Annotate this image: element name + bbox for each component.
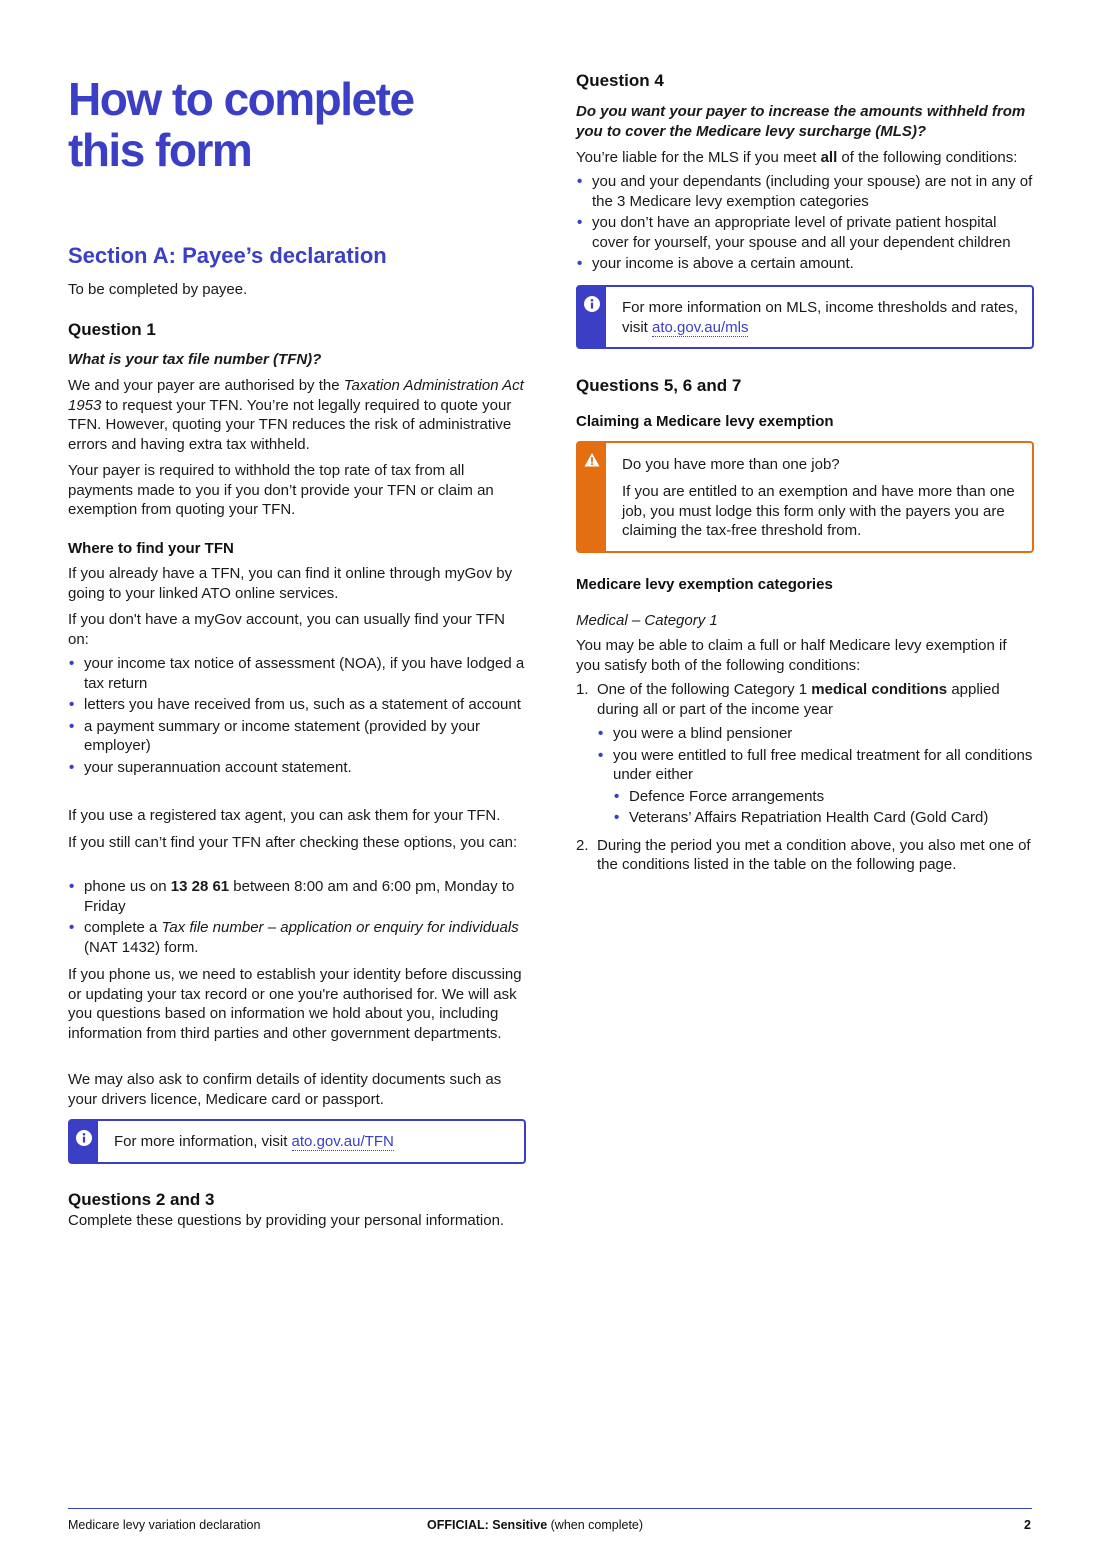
p1-pre: We and your payer are authorised by the [68, 377, 344, 394]
callout-strip [578, 287, 606, 347]
tfn-info-text [114, 1132, 512, 1152]
footer-classification [427, 1518, 643, 1533]
page-title [68, 74, 414, 176]
info-pre: For more information, visit [114, 1133, 292, 1150]
find-paragraph-1: If you already have a TFN, you can find it online through myGov by going to your linked ATO online services. [68, 565, 513, 602]
list-item: • your income is above a certain amount. [576, 254, 1034, 274]
tfn-link[interactable]: ato.gov.au/TFN [291, 1133, 394, 1150]
question-4-text: Do you want your payer to increase the amounts withheld from you to cover the Medicare levy surcharge (MLS)? [576, 103, 1026, 140]
questions-2-3-text: Complete these questions by providing your personal information. [68, 1212, 505, 1229]
phone-post: between 8:00 am and 6:00 pm, Monday to Friday [84, 878, 515, 915]
list-item [68, 918, 526, 957]
list-item: • you don’t have an appropriate level of private patient hospital cover for yourself, your spouse and all your dependent children [576, 213, 1034, 252]
n1-pre: One of the following Category 1 [597, 681, 812, 698]
find-list [68, 654, 526, 779]
tfn-info-callout [68, 1119, 526, 1164]
n1-bold: medical conditions [811, 681, 948, 698]
question-1-paragraph-1 [68, 376, 526, 454]
phone-pre: phone us on [84, 878, 171, 895]
info-icon [584, 296, 600, 312]
list-item: • a payment summary or income statement (provided by your employer) [68, 717, 526, 756]
form-name: Tax file number – application or enquiry for individuals [161, 919, 519, 936]
page-title-line1: How to complete [68, 73, 414, 125]
phone-number: 13 28 61 [170, 878, 230, 895]
info-icon [76, 1130, 92, 1146]
list-number: 2. [576, 836, 589, 854]
list-item [576, 680, 1034, 828]
identity-documents-paragraph: We may also ask to confirm details of identity documents such as your drivers licence, Medicare card or passport. [68, 1071, 502, 1108]
liable-pre: You’re liable for the MLS if you meet [576, 149, 821, 166]
question-1-text: What is your tax file number (TFN)? [68, 351, 322, 368]
mls-info-callout [576, 285, 1034, 349]
list-item [68, 877, 526, 916]
list-item: • Veterans’ Affairs Repatriation Health Card (Gold Card) [613, 808, 1034, 828]
n1-post: applied during all or part of the income year [597, 681, 1000, 718]
list-item: • you were a blind pensioner [597, 724, 1034, 744]
category-1-conditions-list [576, 680, 1034, 875]
identity-paragraph: If you phone us, we need to establish your identity before discussing or updating your tax record or one you're authorised for. We will ask you questions based on information we hold about you, including information from third parties and other government departments. [68, 966, 522, 1042]
liable-bold: all [820, 149, 838, 166]
classification-rest: (when complete) [547, 1518, 644, 1532]
section-a-heading: Section A: Payee’s declaration [68, 243, 387, 268]
contact-options-list [68, 877, 526, 959]
questions-2-3-heading: Questions 2 and 3 [68, 1190, 215, 1209]
still-cant-find-paragraph: If you still can’t find your TFN after checking these options, you can: [68, 834, 518, 851]
callout-strip [70, 1121, 98, 1162]
claiming-exemption-heading: Claiming a Medicare levy exemption [576, 413, 834, 430]
questions-5-6-7-heading: Questions 5, 6 and 7 [576, 376, 742, 395]
info-text: For more information on MLS, income thresholds and rates, visit [622, 299, 1019, 336]
complete-post: (NAT 1432) form. [84, 938, 199, 956]
classification-bold: OFFICIAL: Sensitive [427, 1518, 548, 1532]
mls-conditions-list [576, 172, 1034, 276]
arrangements-list [613, 787, 1034, 828]
more-than-one-job-callout [576, 441, 1034, 553]
question-4-heading: Question 4 [576, 71, 664, 90]
n2-text: During the period you met a condition above, you also met one of the conditions listed in the table on the following page. [597, 836, 1031, 873]
p1-post: to request your TFN. You’re not legally required to quote your TFN. However, quoting your TFN reduces the risk of administrative errors and having extra tax withheld. [68, 396, 512, 453]
list-item: • you and your dependants (including your spouse) are not in any of the 3 Medicare levy exemption categories [576, 172, 1034, 211]
tax-agent-paragraph: If you use a registered tax agent, you can ask them for your TFN. [68, 807, 501, 824]
where-to-find-heading: Where to find your TFN [68, 540, 234, 557]
warning-icon [584, 452, 600, 468]
mls-link[interactable]: ato.gov.au/mls [652, 318, 749, 336]
list-item [576, 836, 1034, 875]
warning-title: Do you have more than one job? [622, 456, 840, 473]
medical-conditions-list [597, 724, 1034, 828]
warning-text: If you are entitled to an exemption and have more than one job, you must lodge this form only with the payers you are claiming the tax-free threshold from. [622, 483, 1015, 539]
mls-liable-paragraph [576, 148, 1034, 168]
page-number: 2 [1024, 1518, 1031, 1532]
list-item: • your income tax notice of assessment (NOA), if you have lodged a tax return [68, 654, 526, 693]
section-a-intro: To be completed by payee. [68, 281, 248, 298]
footer-document-title: Medicare levy variation declaration [68, 1518, 261, 1532]
page-title-line2: this form [68, 124, 252, 176]
question-1-heading: Question 1 [68, 320, 156, 339]
exemption-categories-heading: Medicare levy exemption categories [576, 576, 833, 593]
liable-post: of the following conditions: [837, 149, 1018, 166]
callout-strip [578, 443, 606, 551]
list-item: • your superannuation account statement. [68, 758, 526, 778]
list-item [597, 746, 1034, 828]
footer-divider [68, 1508, 1032, 1509]
complete-pre: complete a [84, 919, 162, 936]
question-1-paragraph-2: Your payer is required to withhold the top rate of tax from all payments made to you if you don’t provide your TFN or claim an exemption from quoting your TFN. [68, 462, 494, 518]
find-paragraph-2: If you don't have a myGov account, you can usually find your TFN on: [68, 611, 505, 648]
act-name: Taxation Administration Act 1953 [68, 377, 524, 414]
medical-category-1-heading: Medical – Category 1 [576, 612, 718, 629]
list-item: • Defence Force arrangements [613, 787, 1034, 807]
mls-info-text [622, 298, 1020, 337]
list-item: • letters you have received from us, such as a statement of account [68, 695, 526, 715]
list-number: 1. [576, 681, 589, 698]
n1-item-2: you were entitled to full free medical treatment for all conditions under either [613, 746, 1033, 783]
category-1-intro: You may be able to claim a full or half Medicare levy exemption if you satisfy both of the following conditions: [576, 637, 1007, 674]
